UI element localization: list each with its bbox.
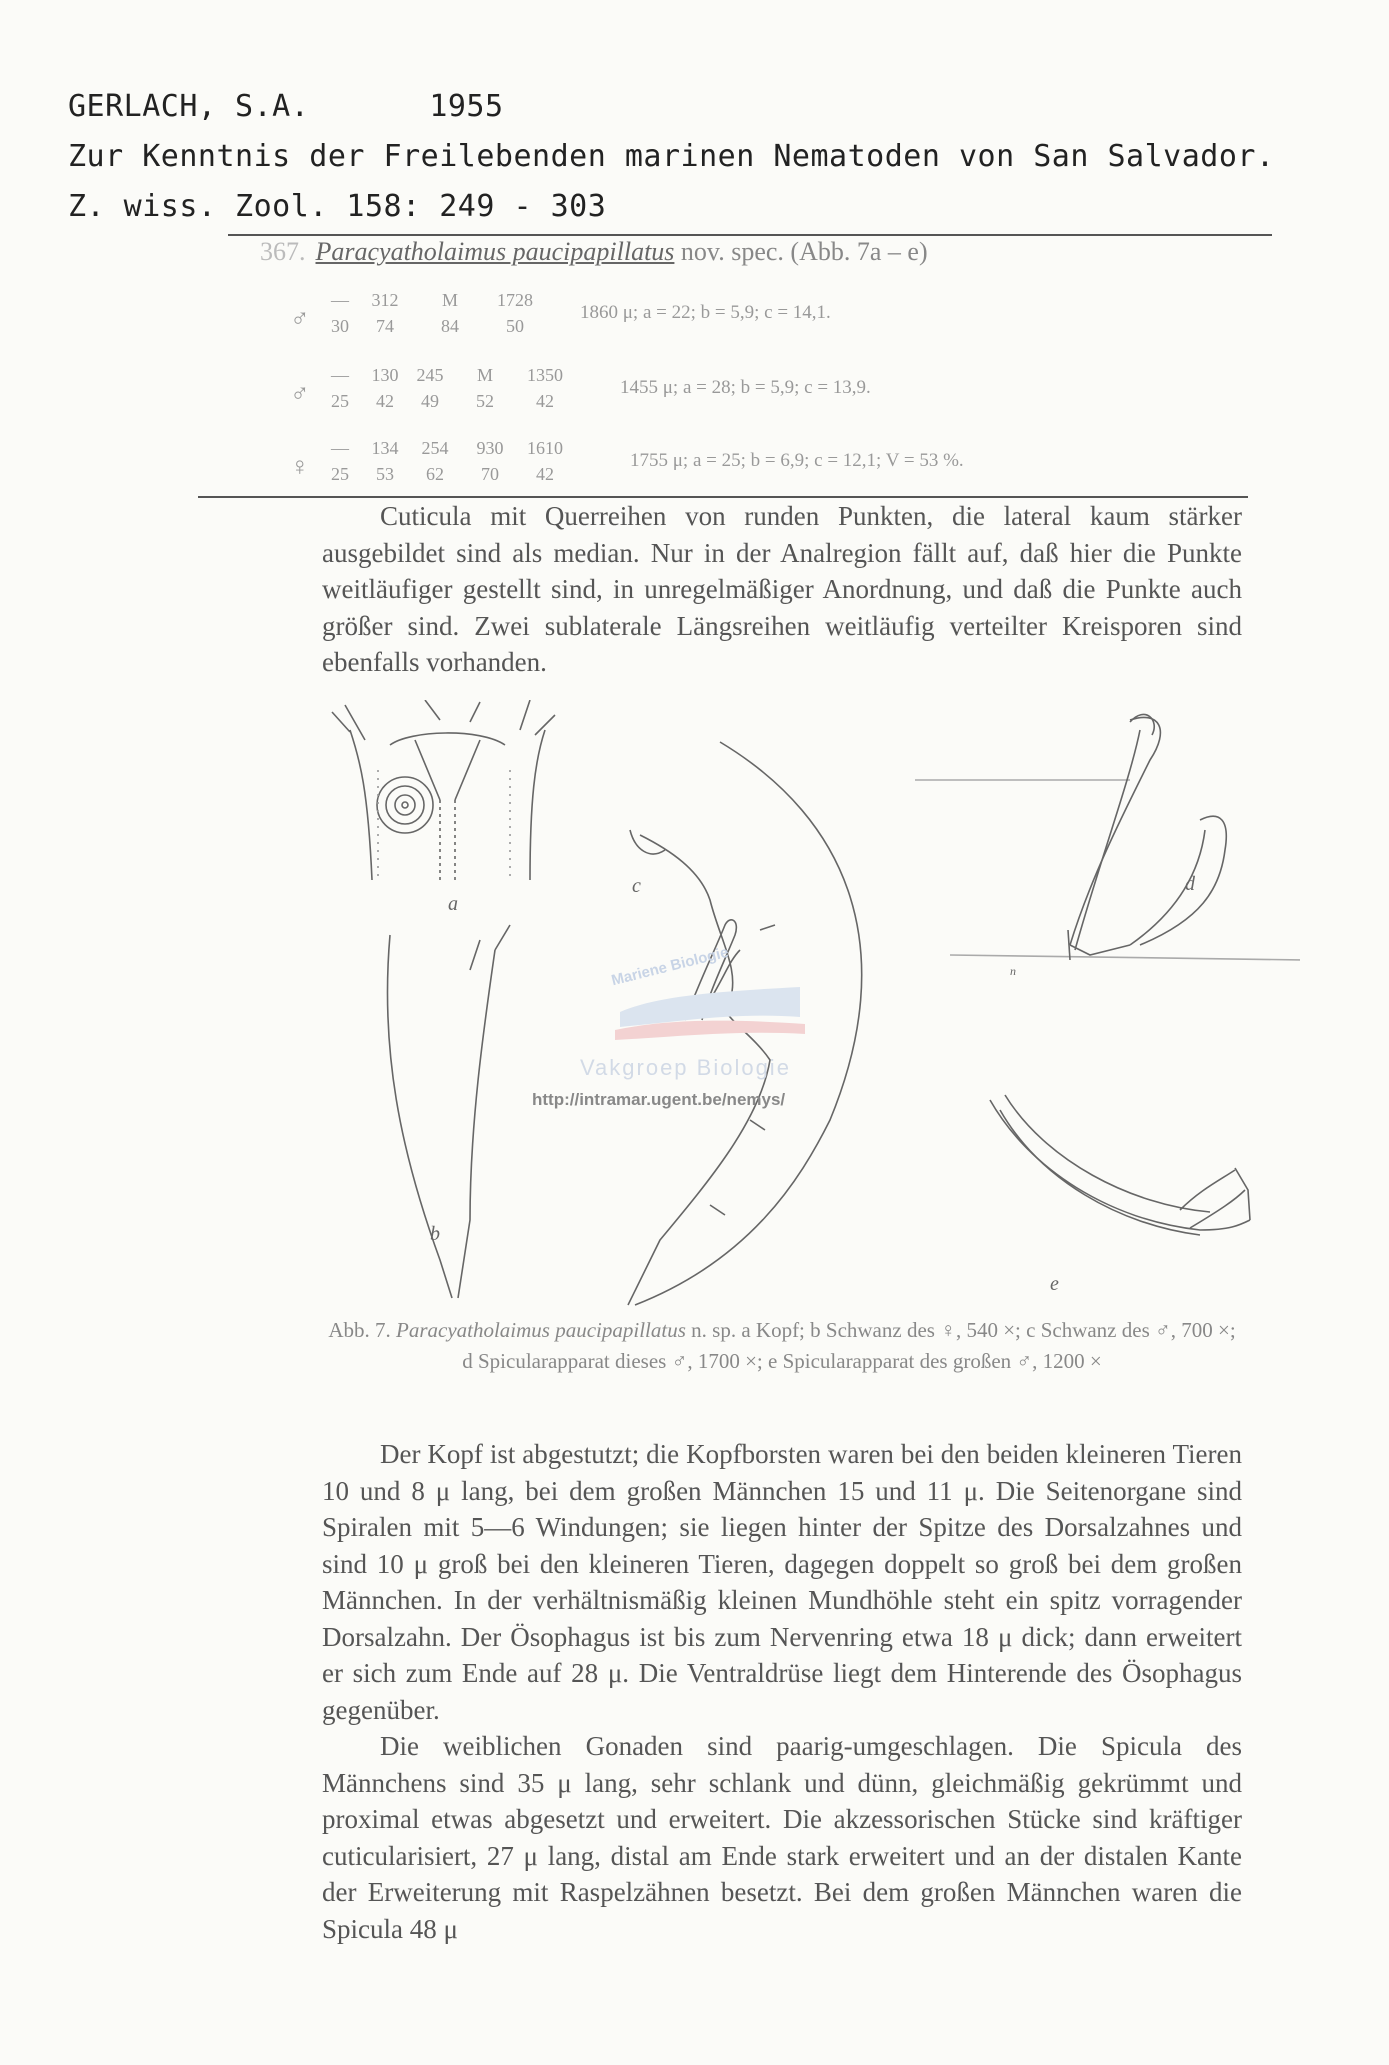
year: 1955	[429, 89, 504, 124]
description-text	[322, 1436, 1242, 1947]
reference-title: Zur Kenntnis der Freilebenden marinen Nematoden von San Salvador.	[68, 139, 1275, 174]
cuticula-paragraph: Cuticula mit Querreihen von runden Punkten, die lateral kaum stärker ausgebildet sind als median. Nur in der Analregion fällt auf, daß hier die Punkte weitläufiger gestellt sind, in unregelmäßiger Anordnung, und daß die Punkte auch größer sind. Zwei sublaterale Längsreihen weitläufig verteilter Kreisporen sind ebenfalls vorhanden.	[322, 501, 1242, 677]
label-a: a	[448, 893, 458, 915]
sex-symbol: ♂	[290, 304, 310, 333]
journal-citation: Z. wiss. Zool. 158: 249 - 303	[68, 189, 607, 224]
sex-symbol: ♀	[290, 452, 310, 481]
species-suffix: nov. spec. (Abb. 7a – e)	[680, 237, 928, 266]
caption-prefix: Abb. 7.	[328, 1318, 391, 1342]
species-number: 367.	[260, 237, 306, 266]
figure-caption	[322, 1315, 1242, 1377]
measure-cell: M 52	[476, 365, 494, 411]
measure-cell: 312 74	[371, 290, 399, 336]
measure-cell: 1728 50	[497, 290, 533, 336]
label-b: b	[430, 1223, 440, 1245]
label-n: n	[1010, 964, 1016, 978]
sex-symbol: ♂	[290, 379, 310, 408]
measure-cell: — 30	[331, 290, 349, 336]
measure-cell: 130 42	[371, 365, 399, 411]
measure-cell: 254 62	[421, 438, 449, 484]
measure-result: 1860 μ; a = 22; b = 5,9; c = 14,1.	[580, 302, 831, 323]
measure-cell: 134 53	[371, 438, 399, 484]
author: GERLACH, S.A.	[68, 89, 310, 124]
watermark-mariene-biologie: Mariene Biologie	[609, 943, 731, 990]
measure-cell: 1610 42	[527, 438, 563, 484]
measure-result: 1755 μ; a = 25; b = 6,9; c = 12,1; V = 53 %.	[630, 450, 964, 471]
figure-7e-spicular-apparatus	[990, 1095, 1250, 1295]
gonad-paragraph: Die weiblichen Gonaden sind paarig-umgeschlagen. Die Spicula des Männchens sind 35 μ lang, sehr schlank und dünn, gleichmäßig gekrümmt und proximal etwas abgesetzt und erweitert. Die akzessorischen Stücke sind kräftiger cuticularisiert, 27 μ lang, distal am Ende stark erweitert und an der distalen Kante der Erweiterung mit Raspelzähnen besetzt. Bei dem großen Männchen waren die Spicula 48 μ	[322, 1731, 1242, 1944]
figure-7	[330, 700, 1300, 1315]
species-header	[260, 237, 928, 267]
measure-cell: — 25	[331, 438, 349, 484]
caption-species: Paracyatholaimus paucipapillatus	[396, 1318, 686, 1342]
watermark-url: http://intramar.ugent.be/nemys/	[532, 1090, 786, 1109]
caption-text: n. sp. a Kopf; b Schwanz des ♀, 540 ×; c Schwanz des ♂, 700 ×; d Spicularapparat dieses ♂, 1700 ×; e Spicularapparat des großen ♂, 1200 ×	[462, 1318, 1236, 1373]
measure-cell: M 84	[441, 290, 459, 336]
figure-7a-head	[332, 700, 555, 915]
label-d: d	[1185, 873, 1195, 895]
figure-7d-spicular-apparatus	[915, 714, 1300, 978]
measure-cell: 930 70	[476, 438, 504, 484]
reference-header	[68, 82, 1348, 232]
measure-cell: — 25	[331, 365, 349, 411]
author-line	[68, 82, 1348, 132]
label-e: e	[1050, 1273, 1059, 1295]
watermark-vakgroep: Vakgroep Biologie	[580, 1055, 791, 1080]
measure-cell: 1350 42	[527, 365, 563, 411]
top-rule	[228, 234, 1272, 236]
measure-result: 1455 μ; a = 28; b = 5,9; c = 13,9.	[620, 377, 871, 398]
watermark-logo	[615, 982, 805, 1042]
figure-7b-female-tail	[387, 925, 510, 1298]
species-name: Paracyatholaimus paucipapillatus	[315, 237, 675, 266]
measure-cell: 245 49	[416, 365, 444, 411]
head-paragraph: Der Kopf ist abgestutzt; die Kopfborsten waren bei den beiden kleineren Tieren 10 und 8 μ lang, bei dem großen Männchen 15 und 11 μ. Die Seitenorgane sind Spiralen mit 5—6 Windungen; sie liegen hinter der Spitze des Dorsalzahnes und sind 10 μ groß bei den kleineren Tieren, dagegen doppelt so groß bei dem großen Männchen. In der verhältnismäßig kleinen Mundhöhle steht ein spitz vorragender Dorsalzahn. Der Ösophagus ist bis zum Nervenring etwa 18 μ dick; dann erweitert er sich zum Ende auf 28 μ. Die Ventraldrüse liegt dem Hinterende des Ösophagus gegenüber.	[322, 1439, 1242, 1725]
label-c: c	[632, 875, 641, 897]
